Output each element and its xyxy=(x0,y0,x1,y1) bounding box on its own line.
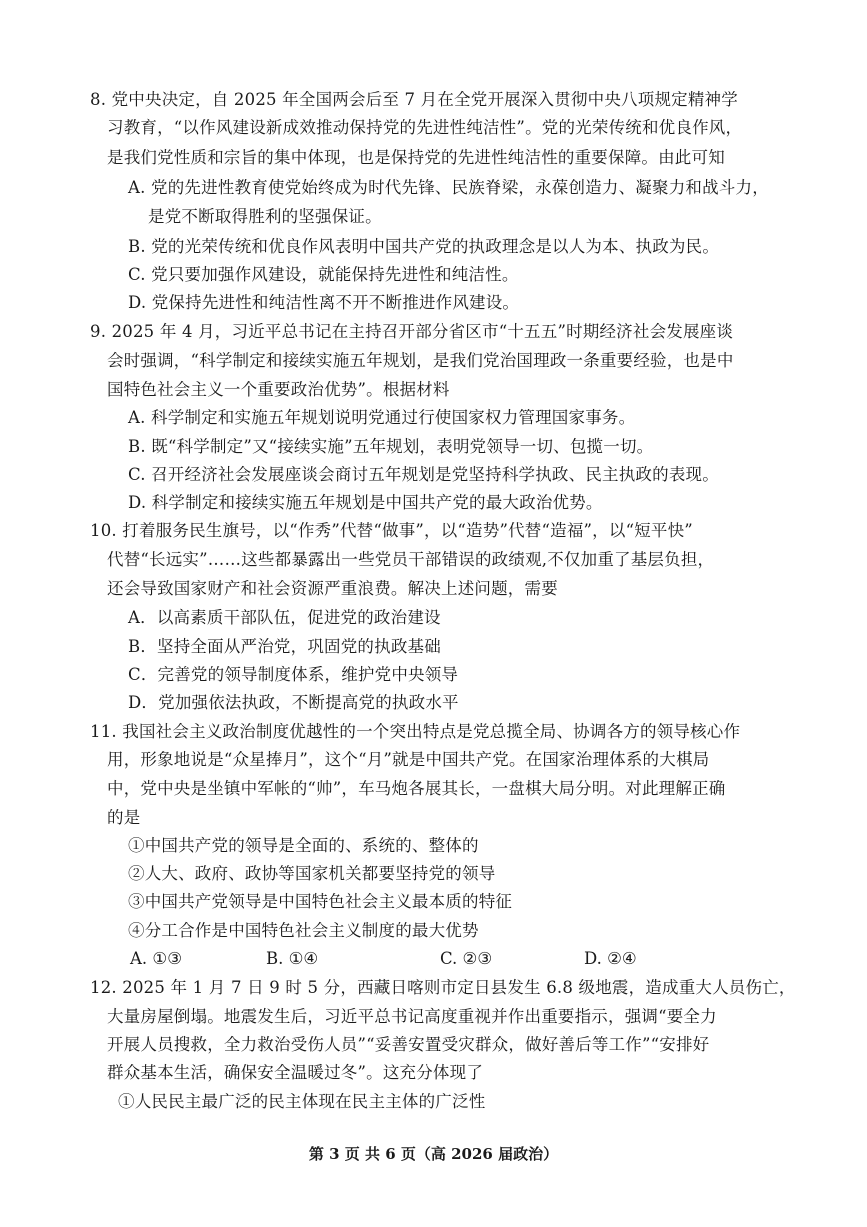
question-10-option-d[interactable]: D．党加强依法执政，不断提高党的执政水平 xyxy=(128,693,459,712)
question-11-choice-d[interactable]: D. ②④ xyxy=(584,949,637,968)
question-8-stem-line: 是我们党性质和宗旨的集中体现，也是保持党的先进性纯洁性的重要保障。由此可知 xyxy=(107,148,725,167)
question-11-stem-line: 11. 我国社会主义政治制度优越性的一个突出特点是党总揽全局、协调各方的领导核心作 xyxy=(90,722,741,741)
question-12-stem-line: 12. 2025 年 1 月 7 日 9 时 5 分，西藏日喀则市定日县发生 6.8 级地震，造成重大人员伤亡， xyxy=(90,978,796,997)
question-10-stem-line: 代替“长远实”……这些都暴露出一些党员干部错误的政绩观,不仅加重了基层负担， xyxy=(107,550,715,569)
question-11-item: ①中国共产党的领导是全面的、系统的、整体的 xyxy=(128,836,479,855)
question-10-option-c[interactable]: C．完善党的领导制度体系，维护党中央领导 xyxy=(128,665,459,684)
question-9-option-c[interactable]: C. 召开经济社会发展座谈会商讨五年规划是党坚持科学执政、民主执政的表现。 xyxy=(128,465,719,484)
question-10-stem-line: 10. 打着服务民生旗号，以“作秀”代替“做事”，以“造势”代替“造福”，以“短平快” xyxy=(90,521,693,540)
question-9-option-b[interactable]: B. 既“科学制定”又“接续实施”五年规划，表明党领导一切、包揽一切。 xyxy=(128,437,654,456)
page-footer: 第 3 页 共 6 页（高 2026 届政治） xyxy=(308,1145,559,1163)
question-8-stem-line: 8. 党中央决定，自 2025 年全国两会后至 7 月在全党开展深入贯彻中央八项规定精神学 xyxy=(90,90,738,109)
question-11-stem-line: 中，党中央是坐镇中军帐的“帅”，车马炮各展其长，一盘棋大局分明。对此理解正确 xyxy=(107,779,726,798)
question-11-item: ③中国共产党领导是中国特色社会主义最本质的特征 xyxy=(128,892,513,911)
question-8-option-a-cont: 是党不断取得胜利的坚强保证。 xyxy=(148,207,382,226)
question-11-stem-line: 用，形象地说是“众星捧月”，这个“月”就是中国共产党。在国家治理体系的大棋局 xyxy=(107,750,710,769)
question-9-option-a[interactable]: A. 科学制定和实施五年规划说明党通过行使国家权力管理国家事务。 xyxy=(128,408,636,427)
question-8-option-a[interactable]: A. 党的先进性教育使党始终成为时代先锋、民族脊梁，永葆创造力、凝聚力和战斗力， xyxy=(128,178,769,197)
question-8-stem-line: 习教育，“以作风建设新成效推动保持党的先进性纯洁性”。党的光荣传统和优良作风， xyxy=(107,118,743,137)
question-8-option-d[interactable]: D. 党保持先进性和纯洁性离不开不断推进作风建设。 xyxy=(128,293,520,312)
question-11-item: ④分工合作是中国特色社会主义制度的最大优势 xyxy=(128,921,479,940)
question-12-stem-line: 开展人员搜救，全力救治受伤人员”“妥善安置受灾群众，做好善后等工作”“安排好 xyxy=(107,1035,710,1054)
question-11-choice-c[interactable]: C. ②③ xyxy=(440,949,493,968)
question-8-option-b[interactable]: B. 党的光荣传统和优良作风表明中国共产党的执政理念是以人为本、执政为民。 xyxy=(128,237,720,256)
question-12-item: ①人民民主最广泛的民主体现在民主主体的广泛性 xyxy=(118,1092,486,1111)
question-10-option-b[interactable]: B．坚持全面从严治党，巩固党的执政基础 xyxy=(128,637,441,656)
question-9-option-d[interactable]: D. 科学制定和接续实施五年规划是中国共产党的最大政治优势。 xyxy=(128,493,603,512)
question-11-stem-line: 的是 xyxy=(107,808,141,827)
question-12-stem-line: 大量房屋倒塌。地震发生后，习近平总书记高度重视并作出重要指示，强调“要全力 xyxy=(107,1007,717,1026)
question-11-choice-a[interactable]: A. ①③ xyxy=(130,949,182,968)
question-8-option-c[interactable]: C. 党只要加强作风建设，就能保持先进性和纯洁性。 xyxy=(128,265,519,284)
question-10-option-a[interactable]: A．以高素质干部队伍，促进党的政治建设 xyxy=(128,608,441,627)
question-9-stem-line: 9. 2025 年 4 月，习近平总书记在主持召开部分省区市“十五五”时期经济社会发展座谈 xyxy=(90,322,734,341)
question-11-item: ②人大、政府、政协等国家机关都要坚持党的领导 xyxy=(128,864,496,883)
question-12-stem-line: 群众基本生活，确保安全温暖过冬”。这充分体现了 xyxy=(107,1063,484,1082)
question-11-choice-b[interactable]: B. ①④ xyxy=(266,949,319,968)
question-10-stem-line: 还会导致国家财产和社会资源严重浪费。解决上述问题，需要 xyxy=(107,579,558,598)
question-9-stem-line: 国特色社会主义一个重要政治优势”。根据材料 xyxy=(107,380,450,399)
question-9-stem-line: 会时强调，“科学制定和接续实施五年规划，是我们党治国理政一条重要经验，也是中 xyxy=(107,351,734,370)
